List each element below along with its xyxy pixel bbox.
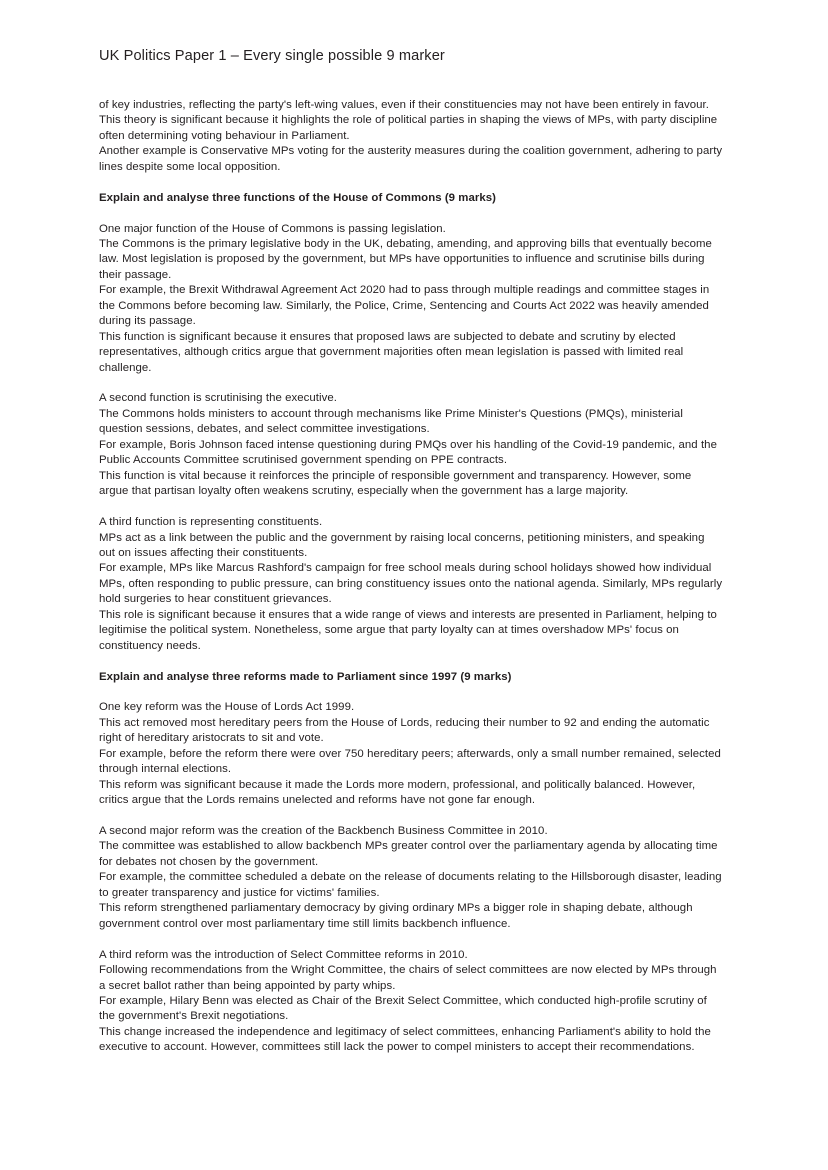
para-function-three-analysis: This role is significant because it ensures that a wide range of views and interests are presented in Parliament, helping to legitimise the political system. Nonetheless, some argue that party loyalty can at times overshadow MPs' focus on constituency needs.	[99, 608, 717, 652]
para-function-three-example: For example, MPs like Marcus Rashford's campaign for free school meals during school holidays showed how individual MPs, often responding to public pressure, can bring constituency issues onto the national agenda. Similarly, MPs regularly hold surgeries to hear constituent grievances.	[99, 562, 723, 606]
para-function-three-topic: A third function is representing constituents.	[99, 516, 323, 529]
para-function-one-explanation: The Commons is the primary legislative body in the UK, debating, amending, and approving bills that eventually become law. Most legislation is proposed by the government, but MPs have opportunities to influence and scrutinise bills during their passage.	[99, 237, 712, 281]
para-reform-three-analysis: This change increased the independence and legitimacy of select committees, enhancing Parliament's ability to hold the executive to account. However, committees still lack the power to compel ministers to accept their recommendations.	[99, 1025, 711, 1054]
para-function-two-example: For example, Boris Johnson faced intense questioning during PMQs over his handling of the Covid-19 pandemic, and the Public Accounts Committee scrutinised government spending on PPE contracts.	[99, 438, 717, 467]
para-reform-three-explanation: Following recommendations from the Wright Committee, the chairs of select committees are now elected by MPs through a secret ballot rather than being appointed by party whips.	[99, 964, 717, 992]
para-reform-two-example: For example, the committee scheduled a debate on the release of documents relating to the Hillsborough disaster, leading to greater transparency and justice for victims' families.	[99, 871, 722, 899]
para-reform-one-example: For example, before the reform there were over 750 hereditary peers; afterwards, only a small number remained, selected through internal elections.	[99, 747, 721, 776]
para-function-two-analysis: This function is vital because it reinforces the principle of responsible government and transparency. However, some argue that partisan loyalty often weakens scrutiny, especially when the government has a large majority.	[99, 469, 692, 498]
para-reform-two-analysis: This reform strengthened parliamentary democracy by giving ordinary MPs a bigger role in shaping debate, although government control over most parliamentary time still limits backbench influence.	[99, 902, 693, 930]
heading-reforms-parliament-since-1997: Explain and analyse three reforms made to Parliament since 1997 (9 marks)	[99, 670, 512, 683]
para-function-one-topic: One major function of the House of Commons is passing legislation.	[99, 222, 446, 235]
page-title: UK Politics Paper 1 – Every single possible 9 marker	[99, 48, 445, 64]
para-function-three-explanation: MPs act as a link between the public and the government by raising local concerns, petitioning ministers, and speaking out on issues affecting their constituents.	[99, 531, 705, 559]
para-continuation-left-wing-values: of key industries, reflecting the party's left-wing values, even if their constituencies may not have been entirely in favour.	[99, 99, 709, 111]
para-function-two-topic: A second function is scrutinising the executive.	[99, 392, 337, 405]
para-another-example-conservative-austerity: Another example is Conservative MPs voting for the austerity measures during the coalition government, adhering to party lines despite some local opposition.	[99, 145, 723, 173]
para-function-one-example: For example, the Brexit Withdrawal Agreement Act 2020 had to pass through multiple readings and committee stages in the Commons before becoming law. Similarly, the Police, Crime, Sentencing and Courts Act 2022 was heavily amended during its passage.	[99, 284, 710, 328]
para-reform-one-topic: One key reform was the House of Lords Act 1999.	[99, 701, 355, 714]
para-reform-two-explanation: The committee was established to allow backbench MPs greater control over the parliamentary agenda by allocating time for debates not chosen by the government.	[99, 840, 718, 868]
document-body	[99, 98, 723, 1056]
para-reform-one-explanation: This act removed most hereditary peers from the House of Lords, reducing their number to 92 and ending the automatic right of hereditary aristocrats to sit and vote.	[99, 716, 710, 745]
para-function-one-analysis: This function is significant because it ensures that proposed laws are subjected to debate and scrutiny by elected representatives, although critics argue that government majorities often mean legislation is passed with limited real challenge.	[99, 330, 684, 374]
heading-functions-house-of-commons: Explain and analyse three functions of the House of Commons (9 marks)	[99, 191, 496, 204]
para-reform-two-topic: A second major reform was the creation of the Backbench Business Committee in 2010.	[99, 825, 548, 837]
para-theory-significance-party-discipline: This theory is significant because it highlights the role of political parties in shaping the views of MPs, with party discipline often determining voting behaviour in Parliament.	[99, 114, 718, 142]
para-function-two-explanation: The Commons holds ministers to account through mechanisms like Prime Minister's Questions (PMQs), ministerial question sessions, debates, and select committee investigations.	[99, 407, 683, 436]
para-reform-one-analysis: This reform was significant because it made the Lords more modern, professional, and politically balanced. However, critics argue that the Lords remains unelected and reforms have not gone far enough.	[99, 778, 696, 807]
para-reform-three-topic: A third reform was the introduction of Select Committee reforms in 2010.	[99, 948, 468, 961]
para-reform-three-example: For example, Hilary Benn was elected as Chair of the Brexit Select Committee, which conducted high-profile scrutiny of the government's Brexit negotiations.	[99, 994, 707, 1023]
